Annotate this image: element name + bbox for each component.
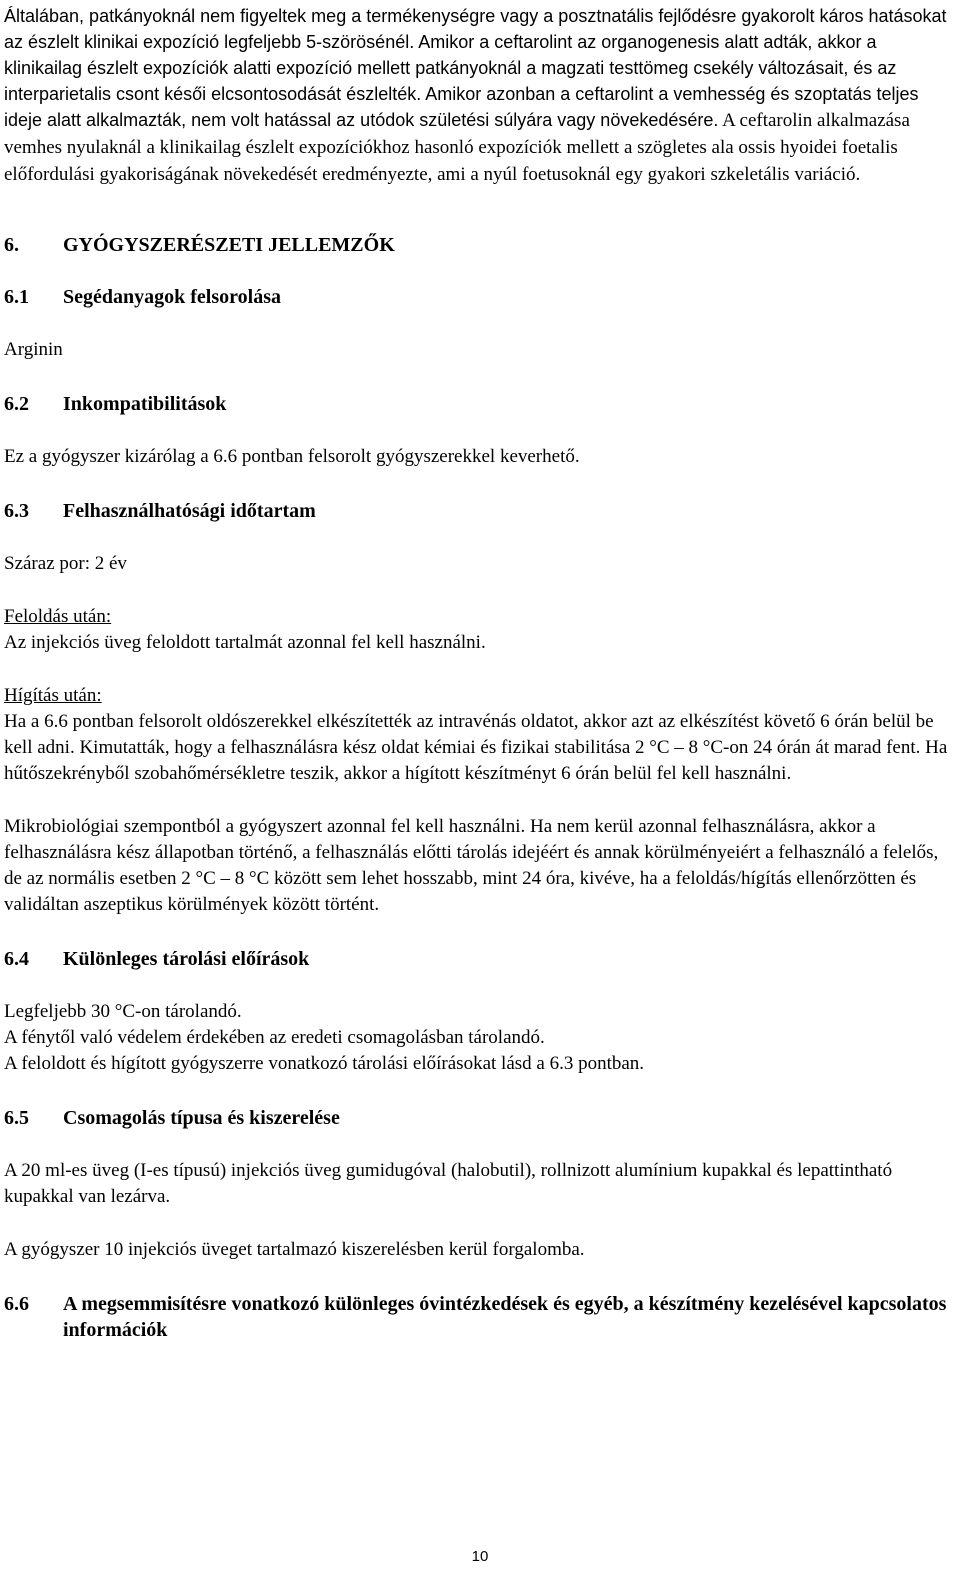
section-6-1-heading [4,284,954,310]
section-number: 6. [4,234,19,256]
section-number: 6.2 [4,393,29,415]
section-6-3-heading [4,498,954,524]
section-number: 6.3 [4,500,29,522]
dilution-text: Ha a 6.6 pontban felsorolt oldószerekkel elkészítették az intravénás oldatot, akkor azt az elkészítést követő 6 órán belül be kell adni. Kimutatták, hogy a felhasználásra kész oldat kémiai és fizikai stabilitása 2 °C – 8 °C-on 24 órán át marad fent. Ha hűtőszekrényből szobahőmérsékletre teszik, akkor a hígított készítményt 6 órán belül fel kell használni. [4,711,948,784]
excipient-text: Arginin [4,339,63,360]
section-title: Csomagolás típusa és kiszerelése [63,1107,340,1129]
section-title: A megsemmisítésre vonatkozó különleges óvintézkedések és egyéb, a készítmény kezelésével kapcsolatos információk [63,1293,947,1341]
section-6-heading [4,232,954,258]
section-title: GYÓGYSZERÉSZETI JELLEMZŐK [63,234,395,256]
section-number: 6.5 [4,1107,29,1129]
packaging-text: A 20 ml-es üveg (I-es típusú) injekciós üveg gumidugóval (halobutil), rollnizott alumínium kupakkal és lepattintható kupakkal van lezárva. [4,1160,893,1207]
dilution-label: Hígítás után: [4,685,102,706]
intro-paragraph [4,3,954,188]
dissolution-text: Az injekciós üveg feloldott tartalmát azonnal fel kell használni. [4,632,486,653]
section-6-6-heading [4,1291,954,1343]
section-6-2-heading [4,391,954,417]
section-number: 6.1 [4,286,29,308]
page-number: 10 [471,1548,489,1565]
dry-powder-text: Száraz por: 2 év [4,553,127,574]
section-6-4-heading [4,946,954,972]
section-title: Inkompatibilitások [63,393,227,415]
dissolution-label: Feloldás után: [4,606,112,627]
incompatibility-text: Ez a gyógyszer kizárólag a 6.6 pontban felsorolt gyógyszerekkel keverhető. [4,446,580,467]
section-title: Felhasználhatósági időtartam [63,500,316,522]
section-6-5-heading [4,1105,954,1131]
intro-text-serif: A ceftarolin alkalmazása vemhes nyulaknál a klinikailag észlelt expozíciókhoz hasonló expozíciók mellett a szögletes ala ossis hyoidei foetalis előfordulási gyakoriságának növekedését eredményezte, ami a nyúl foetusoknál egy gyakori szkeletális variáció. [4,110,910,185]
section-number: 6.4 [4,948,29,970]
document-page [4,3,954,1343]
intro-text-sans: Általában, patkányoknál nem figyeltek meg a termékenységre vagy a posztnatális fejlődésre gyakorolt káros hatásokat az észlelt klinikai expozíció legfeljebb 5-szörösénél. Amikor a ceftarolint az organogenesis alatt adták, akkor a klinikailag észlelt expozíciók alatti expozíció mellett patkányoknál a magzati testtömeg csekély változásait, és az interparietalis csont késői elcsontosodását észlelték. Amikor azonban a ceftarolint a vemhesség és szoptatás teljes ideje alatt alkalmazták, nem volt hatással az utódok születési súlyára vagy növekedésére. [4,6,947,130]
storage-line-3: A feloldott és hígított gyógyszerre vonatkozó tárolási előírásokat lásd a 6.3 pontban. [4,1053,645,1074]
section-title: Segédanyagok felsorolása [63,286,281,308]
microbiology-text: Mikrobiológiai szempontból a gyógyszert azonnal fel kell használni. Ha nem kerül azonnal felhasználásra, akkor a felhasználásra kész állapotban történő, a felhasználás előtti tárolás idejéért és annak körülményeiért a felhasználó a felelős, de az normális esetben 2 °C – 8 °C között sem lehet hosszabb, mint 24 óra, kivéve, ha a feloldás/hígítás ellenőrzötten és validáltan aszeptikus körülmények között történt. [4,816,939,915]
pack-size-text: A gyógyszer 10 injekciós üveget tartalmazó kiszerelésben kerül forgalomba. [4,1239,585,1260]
storage-line-1: Legfeljebb 30 °C-on tárolandó. [4,1001,242,1022]
storage-line-2: A fénytől való védelem érdekében az eredeti csomagolásban tárolandó. [4,1027,545,1048]
section-number: 6.6 [4,1293,29,1315]
section-title: Különleges tárolási előírások [63,948,310,970]
